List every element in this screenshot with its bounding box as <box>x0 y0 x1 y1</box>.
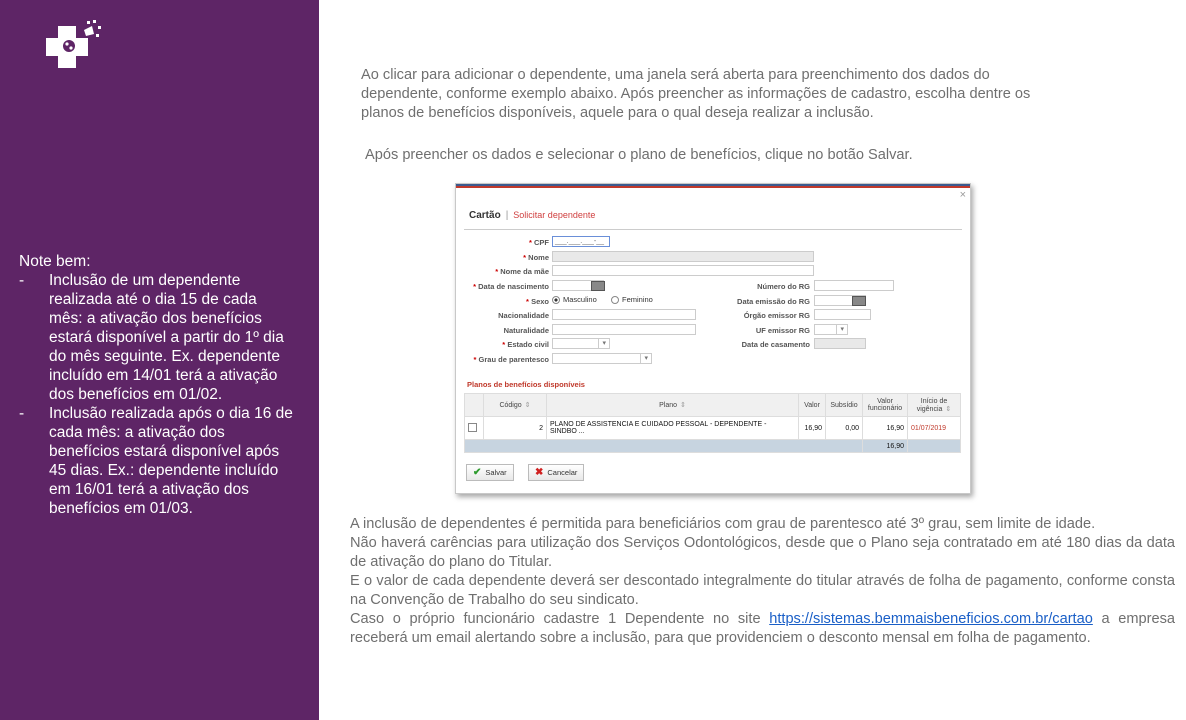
column-header-inicio-vigencia[interactable] <box>908 394 961 417</box>
check-icon: ✔ <box>473 467 482 478</box>
orgao-emissor-rg-input[interactable] <box>814 309 871 320</box>
bottom-paragraph: A inclusão de dependentes é permitida para beneficiários com grau de parentesco até 3º grau, sem limite de idade. <box>350 516 1096 532</box>
sort-icon: ⇕ <box>945 405 952 413</box>
note-title: Note bem: <box>19 253 91 270</box>
column-header-plano[interactable] <box>547 394 799 417</box>
instruction-paragraph: Após preencher os dados e selecionar o plano de benefícios, clique no botão Salvar. <box>365 147 913 163</box>
sidebar <box>0 0 319 720</box>
cancel-button[interactable] <box>528 464 584 481</box>
note-item: - Inclusão de um dependente realizada até o dia 15 de cada mês: a ativação dos benefícios estará disponível a partir do 1º dia do mês seguinte. Ex. dependente incluído em 14/01 terá a ativação dos benefícios em 01/02. <box>19 271 294 404</box>
dependent-form-screenshot <box>455 183 971 494</box>
close-icon: ✖ <box>535 467 544 478</box>
label-nacionalidade: Nacionalidade <box>498 311 549 320</box>
label-estado-civil: * Estado civil <box>502 340 549 349</box>
radio-label: Masculino <box>563 295 597 304</box>
total-spacer <box>465 440 863 453</box>
label-nome-mae: * Nome da mãe <box>495 267 549 276</box>
nacionalidade-input[interactable] <box>552 309 696 320</box>
estado-civil-select[interactable] <box>552 338 610 349</box>
label-cpf: * CPF <box>529 238 549 247</box>
nome-mae-input[interactable] <box>552 265 814 276</box>
plans-title: Planos de benefícios disponíveis <box>467 380 585 389</box>
note-item: - Inclusão realizada após o dia 16 de cada mês: a ativação dos benefícios estará disponível após 45 dias. Ex.: dependente incluído em 16/01 terá a ativação dos benefícios em 01/03. <box>19 404 294 518</box>
total-spacer <box>908 440 961 453</box>
window-top-bar <box>456 184 970 188</box>
label-grau-parentesco: * Grau de parentesco <box>474 355 549 364</box>
bottom-paragraph: E o valor de cada dependente deverá ser descontado integralmente do titular através de folha de pagamento, conforme consta na Convenção de Trabalho do seu sindicato. <box>350 573 1175 608</box>
column-header-subsidio[interactable]: Subsídio <box>826 394 863 417</box>
total-row <box>465 440 961 453</box>
label-nome: * Nome <box>523 253 549 262</box>
sexo-feminino-radio[interactable] <box>611 295 653 304</box>
site-link[interactable]: https://sistemas.bemmaisbeneficios.com.br/cartao <box>769 611 1093 627</box>
column-header-valor-funcionario[interactable]: Valor funcionário <box>863 394 908 417</box>
label-data-casamento: Data de casamento <box>741 340 810 349</box>
text-before-link: Caso o próprio funcionário cadastre 1 Dependente no site <box>350 611 770 627</box>
breadcrumb-sub: Solicitar dependente <box>513 210 596 220</box>
divider <box>464 229 962 230</box>
breadcrumb-main[interactable]: Cartão <box>469 210 501 221</box>
cell-plano: PLANO DE ASSISTENCIA E CUIDADO PESSOAL - DEPENDENTE - SINDBO ... <box>547 417 799 440</box>
bottom-paragraph: Não haverá carências para utilização dos Serviços Odontológicos, desde que o Plano seja contratado em até 180 dias da data de ativação do plano do Titular. <box>350 535 1175 570</box>
cell-codigo: 2 <box>484 417 547 440</box>
note-box <box>19 252 294 518</box>
label-numero-rg: Número do RG <box>757 282 810 291</box>
table-row[interactable] <box>465 417 961 440</box>
save-label: Salvar <box>485 468 507 477</box>
health-cross-logo-icon <box>40 18 104 85</box>
total-value: 16,90 <box>863 440 908 453</box>
column-header-codigo[interactable] <box>484 394 547 417</box>
bottom-text <box>350 515 1175 648</box>
nome-input[interactable] <box>552 251 814 262</box>
row-checkbox[interactable] <box>465 417 484 440</box>
close-icon[interactable]: × <box>959 189 966 201</box>
cancel-label: Cancelar <box>547 468 578 477</box>
cell-subsidio: 0,00 <box>826 417 863 440</box>
calendar-icon[interactable] <box>591 281 605 291</box>
calendar-icon[interactable] <box>852 296 866 306</box>
header-label: Início de vigência <box>916 397 948 413</box>
save-button[interactable] <box>466 464 514 481</box>
plans-table <box>464 393 961 453</box>
intro-paragraph: Ao clicar para adicionar o dependente, uma janela será aberta para preenchimento dos dados do dependente, conforme exemplo abaixo. Após preencher as informações de cadastro, escolha dentre os planos de benefícios disponíveis, aquele para o qual deseja realizar a inclusão. <box>361 67 1031 121</box>
cell-valor-funcionario: 16,90 <box>863 417 908 440</box>
naturalidade-input[interactable] <box>552 324 696 335</box>
cell-inicio-vigencia: 01/07/2019 <box>908 417 961 440</box>
label-data-nascimento: * Data de nascimento <box>473 282 549 291</box>
numero-rg-input[interactable] <box>814 280 894 291</box>
data-casamento-input[interactable] <box>814 338 866 349</box>
label-naturalidade: Naturalidade <box>503 326 549 335</box>
sexo-masculino-radio[interactable] <box>552 295 597 304</box>
label-uf-emissor-rg: UF emissor RG <box>755 326 810 335</box>
header-label: Código <box>499 402 522 409</box>
label-orgao-emissor-rg: Órgão emissor RG <box>743 311 810 320</box>
label-data-emissao-rg: Data emissão do RG <box>737 297 810 306</box>
label-sexo: * Sexo <box>526 297 549 306</box>
select-column-header <box>465 394 484 417</box>
text-after-link: a empresa receberá um email alertando sobre a inclusão, para que providenciem o desconto mensal em folha de pagamento. <box>350 611 1175 646</box>
uf-emissor-rg-select[interactable] <box>814 324 848 335</box>
grau-parentesco-select[interactable] <box>552 353 652 364</box>
cell-valor: 16,90 <box>799 417 826 440</box>
sort-icon: ⇕ <box>680 402 686 409</box>
column-header-valor[interactable]: Valor <box>799 394 826 417</box>
breadcrumb: Cartão | Solicitar dependente <box>469 210 596 221</box>
radio-label: Feminino <box>622 295 653 304</box>
bottom-paragraph <box>350 610 1175 648</box>
cpf-input[interactable]: ___.___.___-__ <box>552 236 610 247</box>
header-label: Plano <box>659 402 678 409</box>
sort-icon: ⇕ <box>524 402 531 409</box>
